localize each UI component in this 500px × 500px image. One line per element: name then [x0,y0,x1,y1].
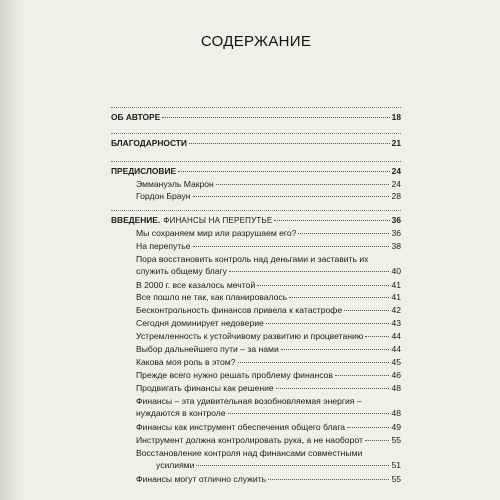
toc-entry-label: В 2000 г. все казалось мечтой [136,280,256,290]
toc-subentry[interactable] [136,383,401,394]
toc-subentry[interactable] [136,408,401,419]
toc-subentry[interactable] [136,241,401,252]
toc-entry-label: Эммануэль Макрон [136,179,214,189]
dot-leader [268,479,389,480]
toc-entry-label-subtitle: ФИНАНСЫ НА ПЕРЕПУТЬЕ [163,216,273,225]
toc-entry-page: 36 [391,215,401,225]
toc-entry-page: 41 [391,292,401,302]
toc-entry-label: Сегодня доминирует недоверие [136,318,264,328]
toc-entry-label: усилиями [156,460,195,470]
toc-entry-label: Продвигать финансы как решение [136,383,274,393]
dot-leader [276,388,390,389]
dot-leader [162,117,389,118]
toc-entry-label: БЛАГОДАРНОСТИ [111,138,187,148]
toc-entry-intro[interactable] [111,215,401,226]
toc-subentry[interactable] [136,292,401,303]
toc-subentry[interactable] [136,305,401,316]
section-divider [111,210,401,211]
dot-leader [266,323,390,324]
toc-subentry[interactable] [136,228,401,239]
toc-entry-label: Все пошло не так, как планировалось [136,292,288,302]
toc-subentry[interactable] [136,266,401,277]
toc-entry-page: 55 [391,474,401,484]
toc-entry-page: 48 [391,408,401,418]
toc-subentry[interactable] [136,344,401,355]
toc-entry-label: Мы сохраняем мир или разрушаем его? [136,228,297,238]
toc-subentry[interactable] [136,474,401,485]
toc-entry-label: нуждаются в контроле [136,408,226,418]
dot-leader [178,171,390,172]
toc-entry-page: 51 [391,460,401,470]
section-divider [111,161,401,162]
toc-subentry[interactable] [136,460,401,471]
toc-entry-label: Бесконтрольность финансов привела к катастрофе [136,305,343,315]
toc-entry-label: Устремленность к устойчивому развитию и процветанию [136,331,364,341]
dot-leader [289,297,389,298]
toc-entry-about-author[interactable] [111,112,401,123]
toc-entry-page: 44 [391,331,401,341]
dot-leader [193,196,390,197]
dot-leader [229,271,389,272]
toc-subentry[interactable] [136,422,401,433]
dot-leader [347,427,389,428]
toc-subentry[interactable] [136,370,401,381]
dot-leader [298,233,389,234]
dot-leader [238,362,390,363]
toc-subentry[interactable] [136,191,401,202]
toc-entry-label-line1: Финансы – эта удивительная возобновляемая энергия – [136,396,362,406]
toc-entry-page: 46 [391,370,401,380]
toc-entry-page: 43 [391,318,401,328]
toc-entry-label: Выбор дальнейшего пути – за нами [136,344,279,354]
toc-entry-page: 41 [391,280,401,290]
toc-entry-page: 44 [391,344,401,354]
dot-leader [216,184,390,185]
toc-entry-page: 45 [391,357,401,367]
toc-entry-page: 28 [391,191,401,201]
dot-leader [335,375,389,376]
dot-leader [193,246,390,247]
dot-leader [228,413,390,414]
toc-subentry[interactable] [136,179,401,190]
dot-leader [365,336,389,337]
toc-entry-label: ВВЕДЕНИЕ. [111,215,161,225]
dot-leader [365,440,390,441]
toc-entry-page: 24 [391,179,401,189]
toc-page [111,0,401,500]
toc-entry-page: 24 [391,166,401,176]
toc-entry-page: 49 [391,422,401,432]
toc-entry-page: 18 [391,112,401,122]
toc-entry-thanks[interactable] [111,138,401,149]
toc-subentry[interactable] [136,435,401,446]
dot-leader [344,310,389,311]
dot-leader [281,349,390,350]
page-title: СОДЕРЖАНИЕ [200,33,312,50]
dot-leader [189,143,390,144]
toc-subentry[interactable] [136,331,401,342]
toc-entry-label-line1: Пора восстановить контроль над деньгами и заставить их [136,254,369,264]
toc-entry-page: 40 [391,266,401,276]
toc-subentry[interactable] [136,280,401,291]
toc-entry-preface[interactable] [111,166,401,177]
dot-leader [257,285,389,286]
section-divider [111,133,401,134]
toc-entry-label: На перепутье [136,241,191,251]
toc-entry-label: Прежде всего нужно решать проблему финансов [136,370,333,380]
toc-subentry[interactable] [136,357,401,368]
toc-entry-page: 36 [391,228,401,238]
toc-entry-label: Финансы как инструмент обеспечения общего блага [136,422,346,432]
toc-entry-label: служить общему благу [136,266,227,276]
toc-entry-label: ПРЕДИСЛОВИЕ [111,166,177,176]
toc-entry-label: Гордон Браун [136,191,191,201]
book-gutter-shadow [0,0,26,500]
toc-entry-page: 38 [391,241,401,251]
toc-entry-page: 42 [391,305,401,315]
section-divider [111,107,401,108]
toc-entry-page: 55 [391,435,401,445]
toc-subentry[interactable] [136,318,401,329]
toc-entry-label: Инструмент должна контролировать рука, а не наоборот [136,435,363,445]
dot-leader [196,465,389,466]
toc-entry-label: ОБ АВТОРЕ [111,112,161,122]
toc-entry-label: Какова моя роль в этом? [136,357,236,367]
toc-entry-page: 48 [391,383,401,393]
toc-entry-label-line1: Восстановление контроля над финансами совместными [136,448,363,458]
toc-entry-label: Финансы могут отлично служить [136,474,267,484]
toc-entry-page: 21 [391,138,401,148]
dot-leader [274,220,389,221]
